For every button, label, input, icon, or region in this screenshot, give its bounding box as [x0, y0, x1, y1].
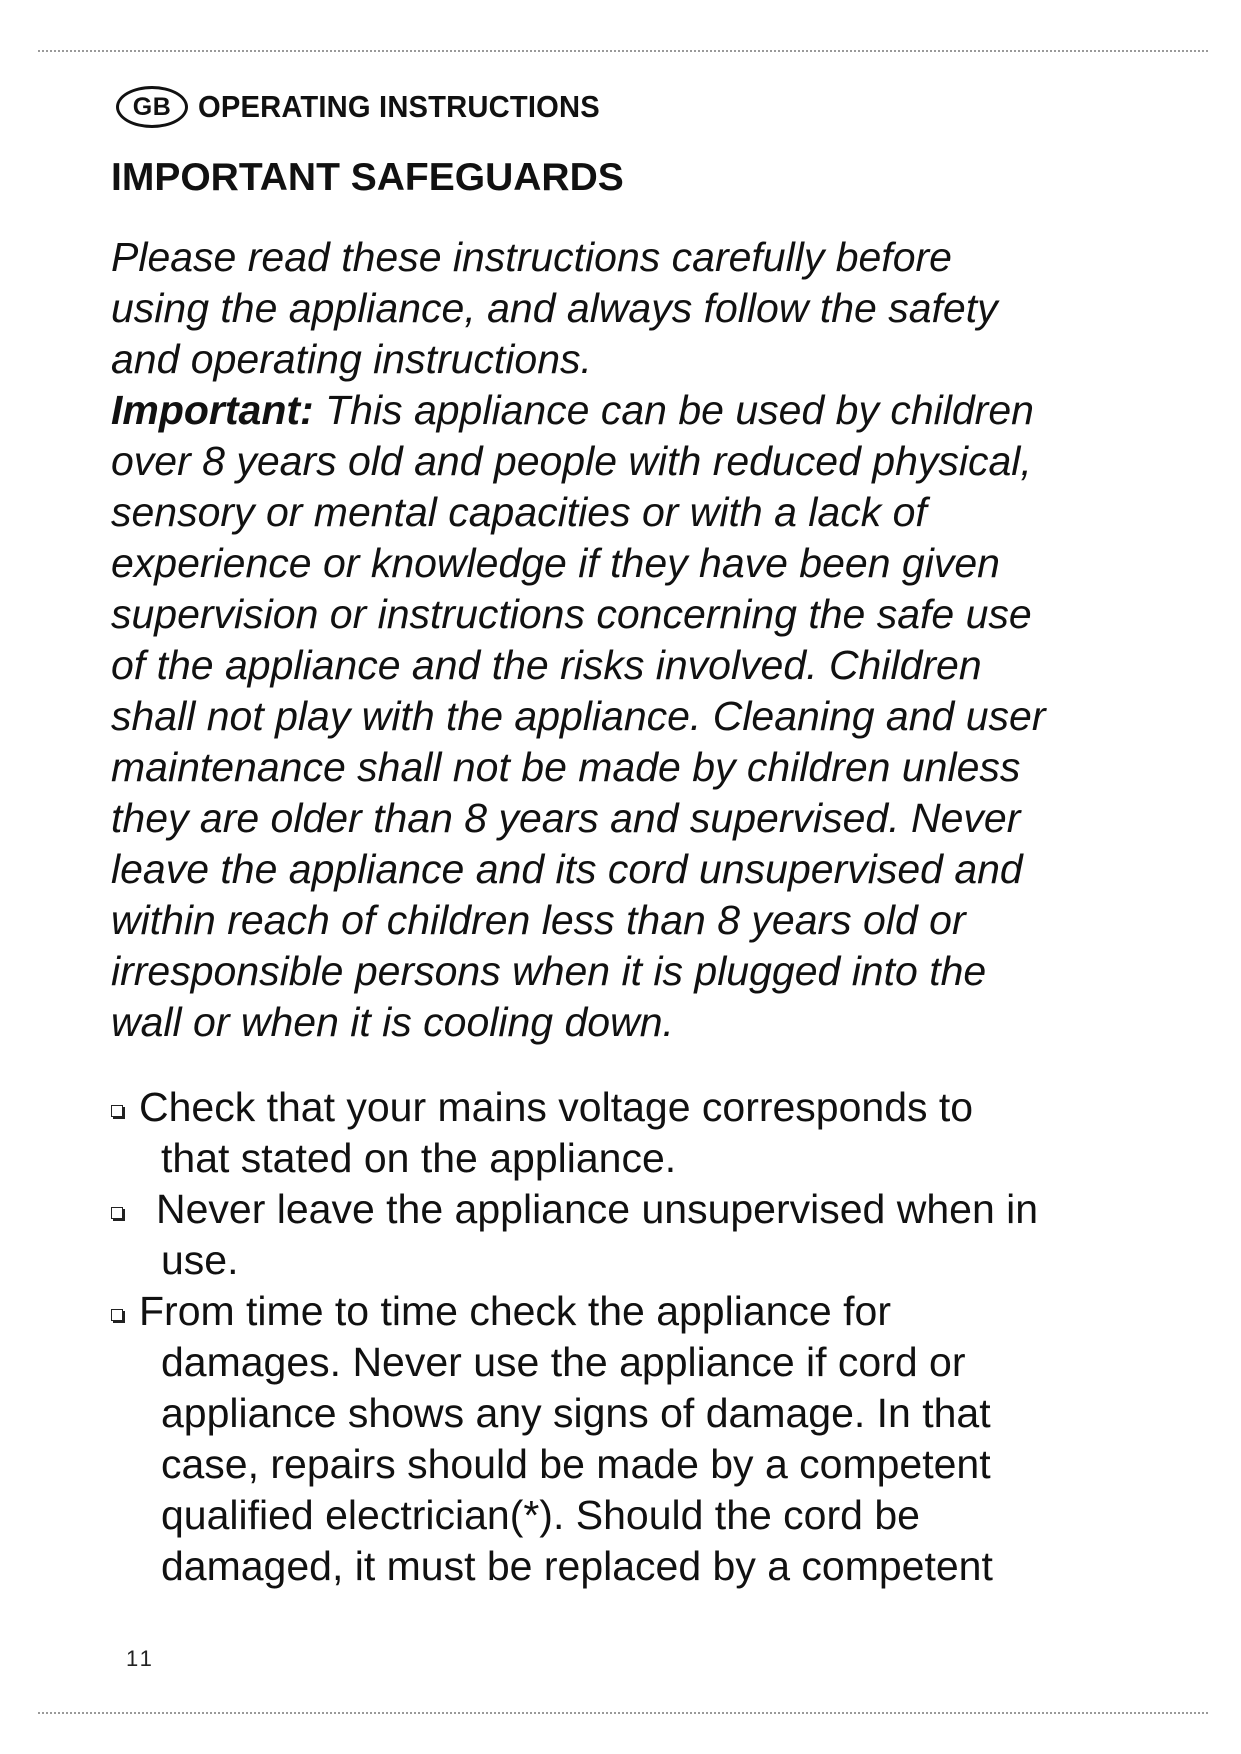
important-line: sensory or mental capacities or with a lack of	[111, 489, 927, 535]
intro-line: using the appliance, and always follow the safety	[111, 285, 998, 331]
important-line: of the appliance and the risks involved. Children	[111, 642, 982, 688]
important-line: wall or when it is cooling down.	[111, 999, 674, 1045]
bullet-item	[111, 1184, 1171, 1286]
bullet-continuation: damages. Never use the appliance if cord or	[161, 1339, 966, 1385]
important-line: irresponsible persons when it is plugged into the	[111, 948, 987, 994]
intro-line: and operating instructions.	[111, 336, 592, 382]
important-text: This appliance can be used by children	[313, 387, 1034, 433]
important-line: supervision or instructions concerning the safe use	[111, 591, 1032, 637]
bullet-continuation: that stated on the appliance.	[161, 1135, 677, 1181]
header-title: OPERATING INSTRUCTIONS	[198, 89, 600, 124]
page-number: 11	[126, 1646, 155, 1671]
important-label: Important:	[111, 387, 314, 433]
bullet-continuation: use.	[161, 1237, 239, 1283]
bullet-text: Never leave the appliance unsupervised when in	[156, 1186, 1039, 1232]
bullet-first-line	[111, 1286, 1171, 1337]
important-line: over 8 years old and people with reduced physical,	[111, 438, 1032, 484]
important-line: they are older than 8 years and supervised. Never	[111, 795, 1021, 841]
important-line: leave the appliance and its cord unsupervised and	[111, 846, 1023, 892]
bullet-continuation: damaged, it must be replaced by a competent	[161, 1543, 993, 1589]
important-line: shall not play with the appliance. Cleaning and user	[111, 693, 1046, 739]
bullet-text: Check that your mains voltage corresponds to	[139, 1084, 974, 1130]
bottom-divider	[38, 1712, 1208, 1714]
bullet-item	[111, 1082, 1171, 1184]
bullet-continuation: qualified electrician(*). Should the cord be	[161, 1492, 920, 1538]
country-code-badge: GB	[116, 86, 188, 128]
top-divider	[38, 50, 1208, 52]
bullet-first-line	[111, 1184, 1171, 1235]
section-title: IMPORTANT SAFEGUARDS	[111, 156, 624, 199]
important-line: experience or knowledge if they have been given	[111, 540, 1000, 586]
important-line: within reach of children less than 8 years old or	[111, 897, 966, 943]
bullet-continuation: appliance shows any signs of damage. In that	[161, 1390, 991, 1436]
bullet-first-line	[111, 1082, 1171, 1133]
bullet-continuation: case, repairs should be made by a competent	[161, 1441, 991, 1487]
important-line: maintenance shall not be made by children unless	[111, 744, 1021, 790]
intro-paragraph	[111, 232, 1171, 1048]
document-header	[116, 82, 626, 132]
bullet-text: From time to time check the appliance for	[139, 1288, 891, 1334]
important-first-line	[111, 385, 1171, 436]
bullet-item	[111, 1286, 1171, 1592]
intro-line: Please read these instructions carefully before	[111, 234, 952, 280]
checkbox-bullet-icon	[111, 1207, 123, 1219]
checkbox-bullet-icon	[111, 1309, 123, 1321]
checkbox-bullet-icon	[111, 1105, 123, 1117]
safety-bullet-list	[111, 1082, 1171, 1592]
